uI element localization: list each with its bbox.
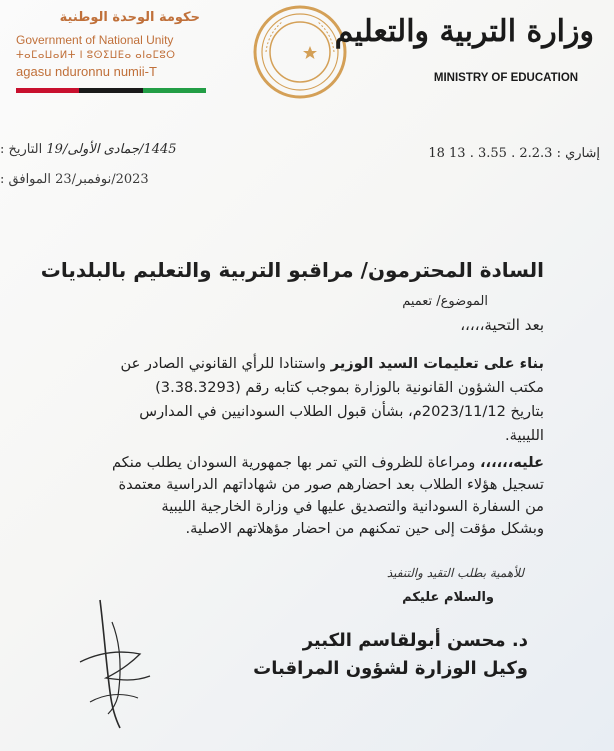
addressee: السادة المحترمون/ مراقبو التربية والتعليم بالبلديات — [40, 258, 544, 282]
flag-color-bar — [16, 88, 206, 93]
reference-number — [428, 146, 600, 161]
paragraph-directive — [44, 352, 544, 448]
signatory-name: د. محسن أبولقاسم الكبير — [302, 630, 528, 651]
government-amazigh-name: agasu nduronnu numii-T — [16, 64, 157, 79]
government-english-name: Government of National Unity — [16, 33, 174, 47]
closing-note: للأهمية بطلب التقيد والتنفيذ — [386, 566, 524, 580]
crescent-star-icon — [252, 4, 348, 100]
closing-salutation: والسلام عليكم — [402, 590, 494, 605]
paragraph-lead: بناء على تعليمات السيد الوزير — [330, 355, 544, 372]
paragraph-line-rest: ومراعاة للظروف التي تمر بها جمهورية السودان يطلب منكم — [111, 454, 480, 471]
paragraph-line: وبشكل مؤقت إلى حين تمكنهم من احضار مؤهلاتهم الاصلية. — [185, 520, 544, 537]
gregorian-date-value: 2023/نوفمبر/23 — [55, 172, 149, 187]
greeting: بعد التحية،،،،، — [460, 316, 544, 334]
ministry-english-name: MINISTRY OF EDUCATION — [433, 72, 579, 84]
handwritten-signature-icon — [60, 592, 180, 732]
hijri-date-label: التاريخ : — [0, 142, 43, 157]
gregorian-date-label: الموافق : — [0, 172, 51, 187]
paragraph-line: بتاريخ 2023/11/12م، بشأن قبول الطلاب السودانيين في المدارس — [139, 403, 544, 420]
paragraph-line: الليبية. — [504, 427, 544, 444]
gregorian-date — [0, 172, 149, 187]
paragraph-line — [44, 452, 544, 474]
subject-line: الموضوع/ تعميم — [402, 294, 488, 309]
paragraph-instruction — [44, 452, 544, 540]
paragraph-line-rest: واستنادا للرأي القانوني الصادر عن — [120, 355, 331, 372]
government-arabic-name: حكومة الوحدة الوطنية — [59, 10, 200, 25]
hijri-date-value: 1445/جمادى الأولى/19 — [46, 142, 177, 157]
paragraph-line: مكتب الشؤون القانونية بالوزارة بموجب كتابه رقم (3.38.3293) — [155, 379, 544, 396]
reference-label: إشاري : — [556, 146, 600, 161]
hijri-date — [0, 142, 177, 157]
paragraph-line: من السفارة السودانية والتصديق عليها في وزارة الخارجية الليبية — [161, 498, 544, 515]
government-tifinagh-name: ⵜⴰⵎⴰⵡⴰⵍⵜ ⵏ ⵓⵙⵉⵡⴹⴰ ⴰⵏⴰⵎⵓⵔ — [16, 50, 176, 61]
reference-value: 2.2.3 . 3.55 . 13 18 — [428, 146, 553, 161]
paragraph-line — [44, 352, 544, 376]
ministry-arabic-logo: وزارة التربية والتعليم — [334, 14, 594, 49]
signatory-title: وكيل الوزارة لشؤون المراقبات — [253, 658, 528, 679]
paragraph-lead: عليه،،،،،، — [480, 454, 544, 471]
paragraph-line: تسجيل هؤلاء الطلاب بعد احضارهم صور من شهاداتهم الدراسية معتمدة — [118, 476, 544, 493]
